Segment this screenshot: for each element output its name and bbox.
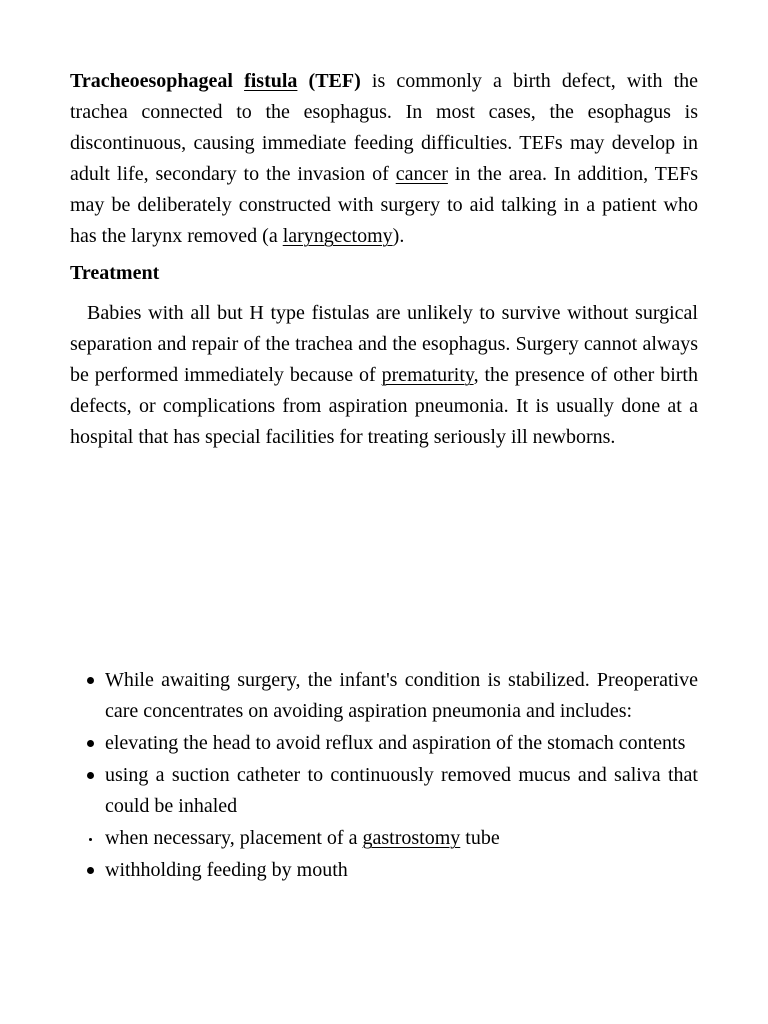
term-tef: (TEF) [308,70,361,92]
treatment-paragraph [70,298,698,453]
list-item [70,855,698,886]
link-laryngectomy[interactable]: laryngectomy [282,225,393,247]
list-item [70,760,698,822]
link-cancer[interactable]: cancer [395,163,448,185]
list-item [70,665,698,727]
bullet-icon [89,838,92,841]
treatment-heading: Treatment [70,262,160,284]
list-item [70,728,698,759]
bullet-icon [87,677,94,684]
intro-text-3: ). [392,225,405,247]
treatment-text-1: Babies with all but H type fistulas are unlikely to survive without surgical separation and repair of the trachea and the esophagus. Surgery cannot always be performed immediately because of [70,302,698,386]
list-item-text: elevating the head to avoid reflux and aspiration of the stomach contents [105,732,686,754]
preoperative-care-list [70,665,698,887]
treatment-text-2: , the presence of other birth defects, or complications from aspiration pneumonia. It is usually done at a hospital that has special facilities for treating seriously ill newborns. [70,364,698,448]
link-fistula[interactable]: fistula [244,70,298,92]
list-item-text: using a suction catheter to continuously removed mucus and saliva that could be inhaled [105,764,698,817]
intro-paragraph [70,66,698,252]
bullet-icon [87,772,94,779]
list-item-text: withholding feeding by mouth [105,859,348,881]
bullet-icon [87,740,94,747]
link-prematurity[interactable]: prematurity [381,364,474,386]
intro-text-2: in the area. In addition, TEFs may be deliberately constructed with surgery to aid talking in a patient who has the larynx removed (a [70,163,698,247]
bullet-icon [87,867,94,874]
list-item-text-before: when necessary, placement of a [105,827,363,849]
document-body [70,66,698,453]
term-tracheoesophageal: Tracheoesophageal [70,70,233,92]
list-item [70,823,698,854]
list-item-text-after: tube [460,827,500,849]
link-gastrostomy[interactable]: gastrostomy [362,827,461,849]
intro-text-1: is commonly a birth defect, with the trachea connected to the esophagus. In most cases, the esophagus is discontinuous, causing immediate feeding difficulties. TEFs may develop in adult life, secondary to the invasion of [70,70,699,185]
list-item-text: While awaiting surgery, the infant's condition is stabilized. Preoperative care concentrates on avoiding aspiration pneumonia and includes: [105,669,698,722]
